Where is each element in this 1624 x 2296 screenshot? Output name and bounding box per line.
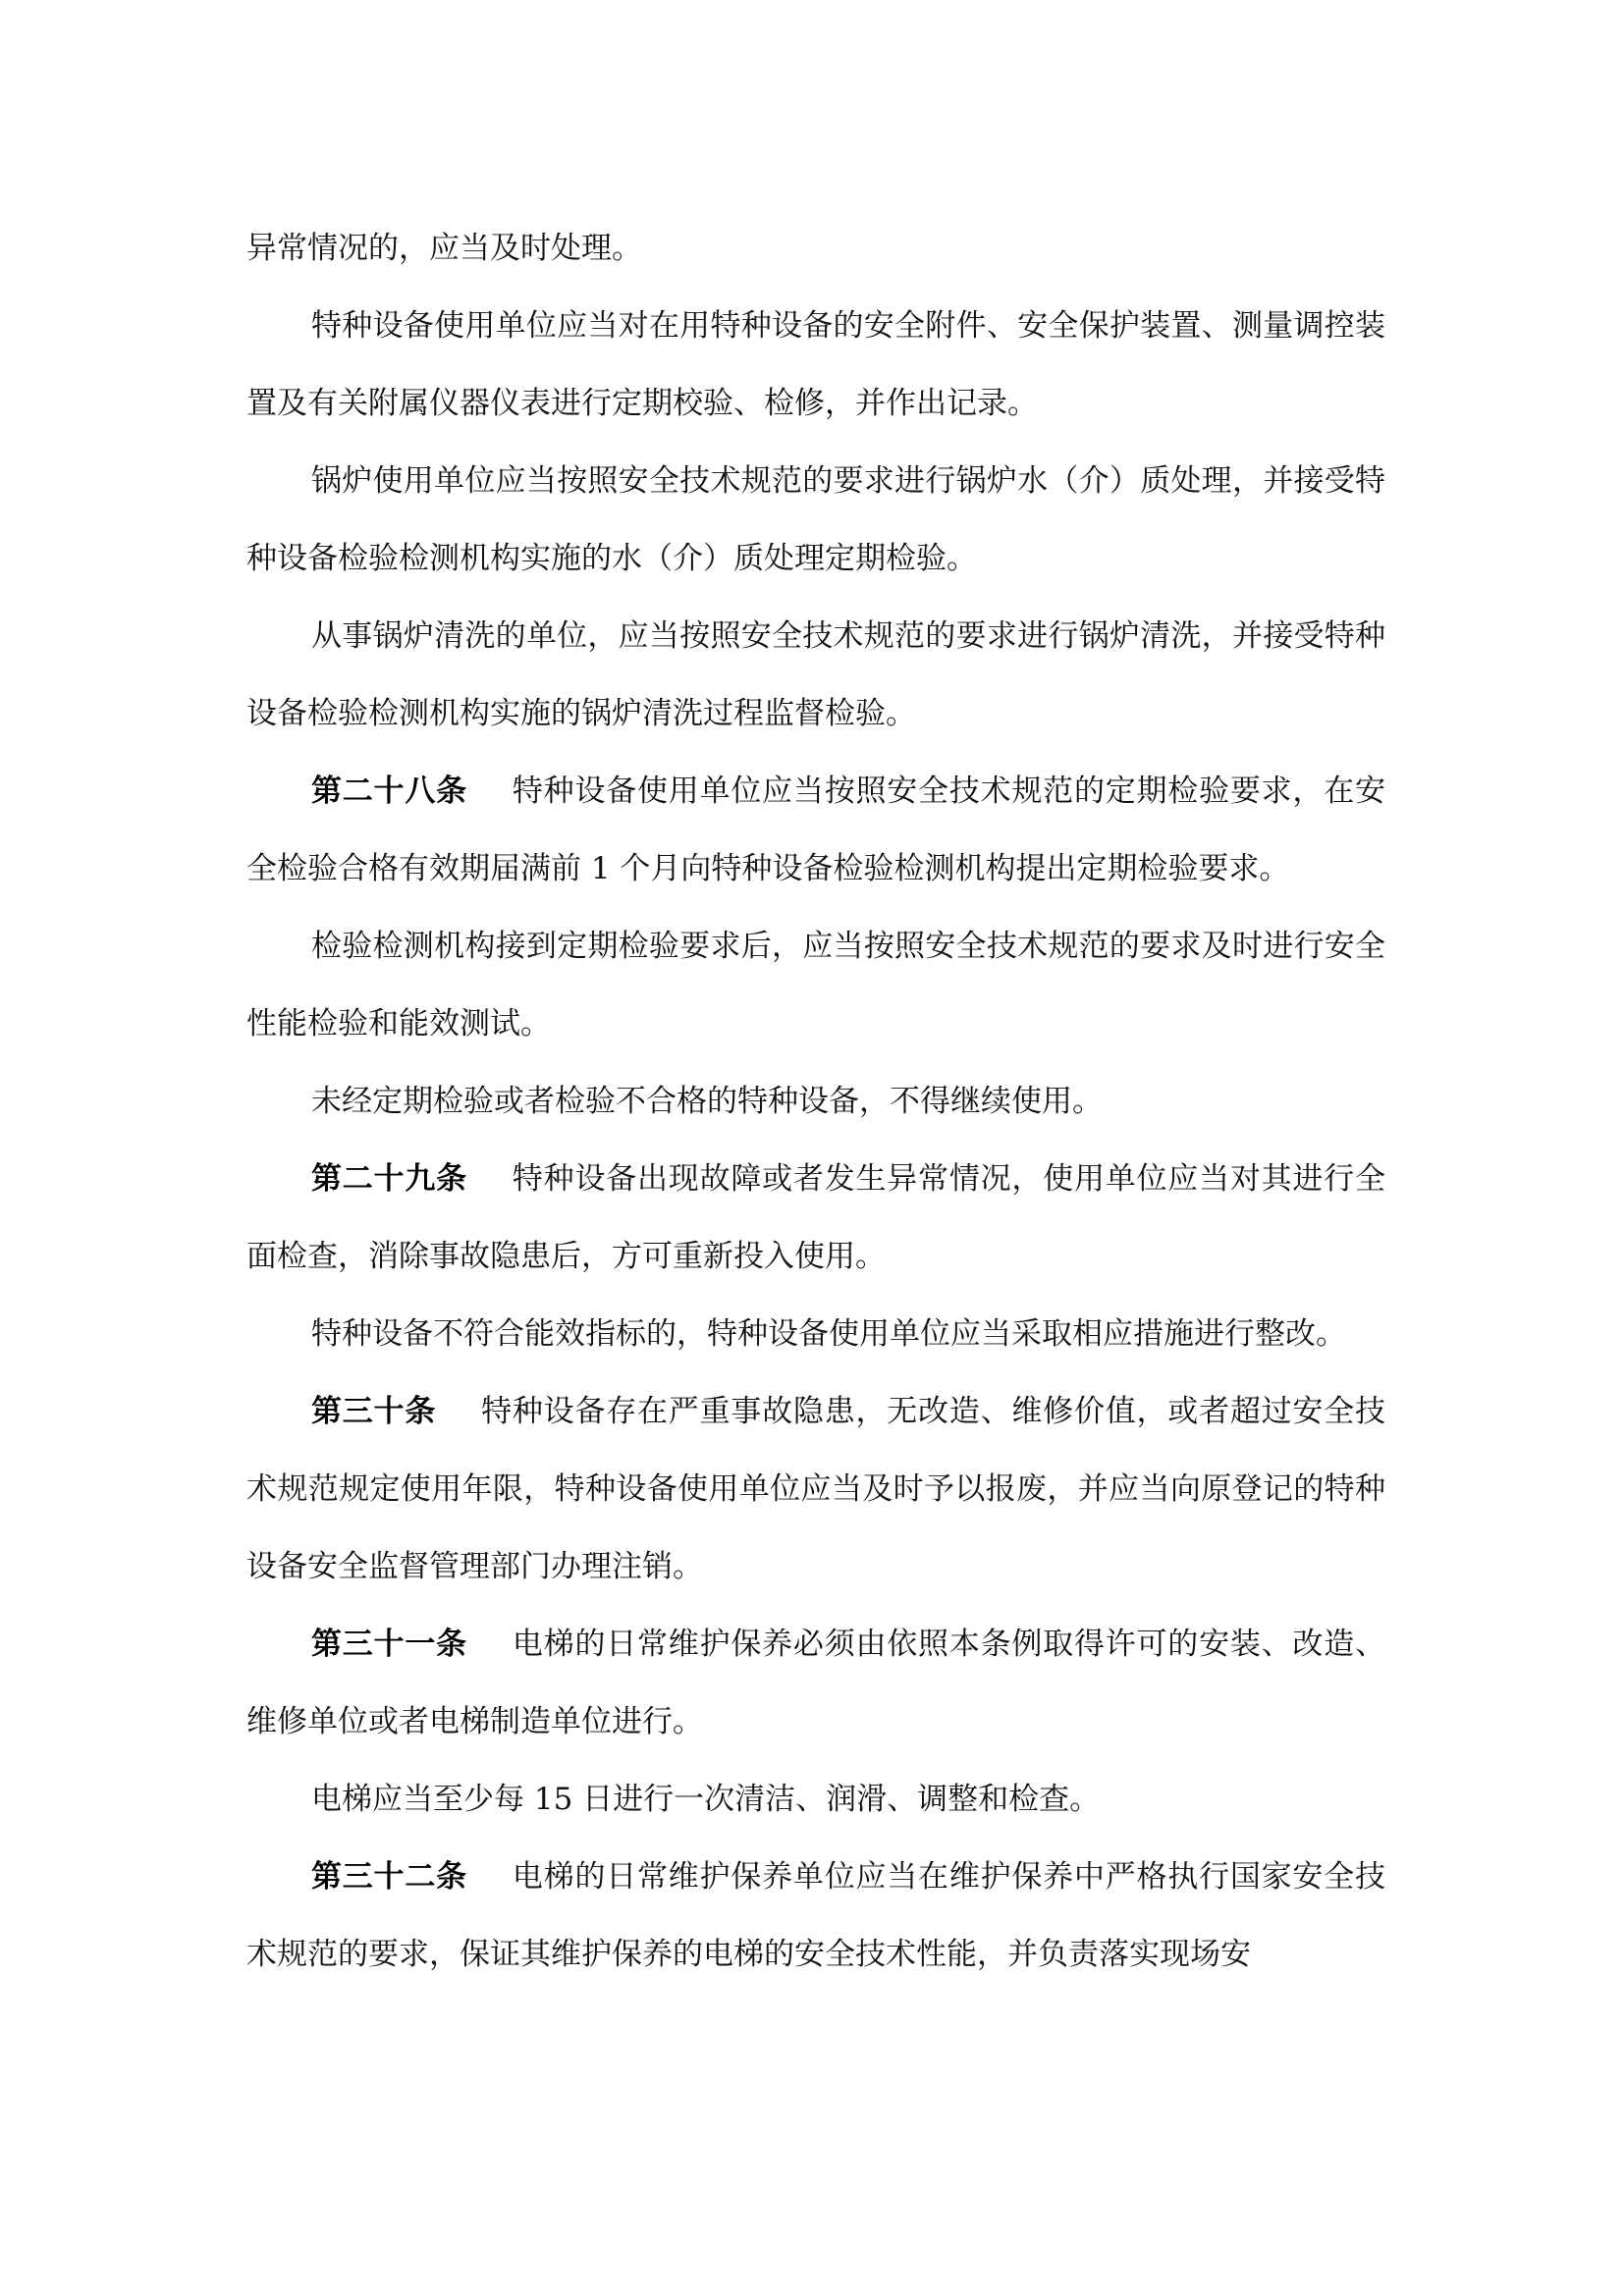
- paragraph-text: 电梯应当至少每 15 日进行一次清洁、润滑、调整和检查。: [311, 1782, 1101, 1817]
- paragraph-text: 检验检测机构接到定期检验要求后，应当按照安全技术规范的要求及时进行安全性能检验和能效测试。: [246, 929, 1385, 1041]
- paragraph-4: [246, 598, 1385, 753]
- paragraph-2: [246, 288, 1385, 443]
- article-label: 第三十条: [311, 1394, 437, 1429]
- paragraph-9: [246, 1296, 1385, 1373]
- paragraph-text: 电梯的日常维护保养单位应当在维护保养中严格执行国家安全技术规范的要求，保证其维护保养的电梯的安全技术性能，并负责落实现场安: [246, 1859, 1385, 1972]
- article-31: [246, 1606, 1385, 1761]
- article-label: 第三十一条: [311, 1627, 467, 1662]
- paragraph-text: 电梯的日常维护保养必须由依照本条例取得许可的安装、改造、维修单位或者电梯制造单位进行。: [246, 1627, 1385, 1739]
- paragraph-text: 特种设备不符合能效指标的，特种设备使用单位应当采取相应措施进行整改。: [311, 1316, 1346, 1352]
- paragraph-text: 未经定期检验或者检验不合格的特种设备，不得继续使用。: [311, 1084, 1103, 1119]
- document-body: [246, 210, 1385, 1994]
- article-label: 第二十八条: [311, 774, 467, 809]
- paragraph-text: 异常情况的，应当及时处理。: [246, 231, 642, 266]
- article-label: 第三十二条: [311, 1859, 467, 1895]
- paragraph-text: 特种设备使用单位应当按照安全技术规范的定期检验要求，在安全检验合格有效期届满前 1 个月向特种设备检验检测机构提出定期检验要求。: [246, 774, 1385, 886]
- article-29: [246, 1141, 1385, 1296]
- article-32: [246, 1839, 1385, 1994]
- paragraph-6: [246, 908, 1385, 1063]
- paragraph-text: 特种设备使用单位应当对在用特种设备的安全附件、安全保护装置、测量调控装置及有关附属仪器仪表进行定期校验、检修，并作出记录。: [246, 308, 1385, 421]
- paragraph-text: 锅炉使用单位应当按照安全技术规范的要求进行锅炉水（介）质处理，并接受特种设备检验检测机构实施的水（介）质处理定期检验。: [246, 463, 1385, 576]
- paragraph-text: 特种设备存在严重事故隐患，无改造、维修价值，或者超过安全技术规范规定使用年限，特种设备使用单位应当及时予以报废，并应当向原登记的特种设备安全监督管理部门办理注销。: [246, 1394, 1385, 1584]
- paragraph-text: 从事锅炉清洗的单位，应当按照安全技术规范的要求进行锅炉清洗，并接受特种设备检验检测机构实施的锅炉清洗过程监督检验。: [246, 618, 1385, 731]
- paragraph-1: [246, 210, 1385, 288]
- article-label: 第二十九条: [311, 1161, 467, 1197]
- paragraph-3: [246, 443, 1385, 598]
- paragraph-7: [246, 1063, 1385, 1141]
- paragraph-text: 特种设备出现故障或者发生异常情况，使用单位应当对其进行全面检查，消除事故隐患后，方可重新投入使用。: [246, 1161, 1385, 1274]
- paragraph-12: [246, 1761, 1385, 1839]
- article-28: [246, 753, 1385, 908]
- article-30: [246, 1373, 1385, 1606]
